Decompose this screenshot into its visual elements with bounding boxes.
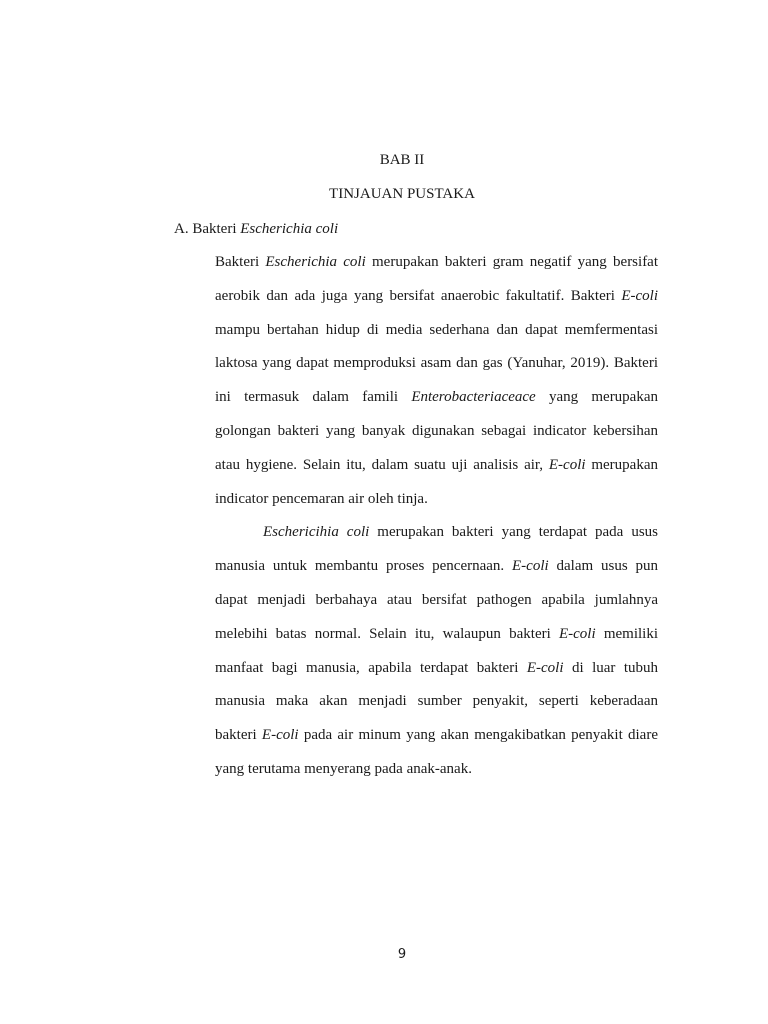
text-run: atau hygiene. Selain itu, dalam suatu uji analisis air,: [215, 457, 549, 473]
chapter-title: TINJAUAN PUSTAKA: [329, 186, 475, 202]
body-line: [215, 692, 658, 710]
text-run: mampu bertahan hidup di media sederhana dan dapat memfermentasi: [215, 322, 658, 338]
text-run: bakteri: [215, 727, 262, 743]
body-line: [215, 287, 658, 305]
text-run: yang merupakan: [535, 389, 659, 405]
chapter-heading: BAB II: [379, 152, 425, 168]
body-line: [215, 388, 658, 406]
text-run: merupakan: [585, 457, 658, 473]
italic-term: E-coli: [261, 727, 299, 743]
text-run: manusia maka akan menjadi sumber penyakit, seperti keberadaan: [215, 693, 658, 709]
body-line: [215, 253, 658, 271]
text-run: di luar tubuh: [563, 660, 659, 676]
section-species-name: Escherichia coli: [240, 221, 339, 237]
body-line: [215, 354, 658, 372]
text-run: laktosa yang dapat memproduksi asam dan gas (Yanuhar, 2019). Bakteri: [215, 355, 658, 371]
body-line: [215, 726, 658, 744]
italic-term: E-coli: [621, 288, 658, 304]
section-heading: [174, 221, 338, 238]
italic-term: Escherichia coli: [265, 254, 366, 270]
text-run: pada air minum yang akan mengakibatkan penyakit diare: [298, 727, 658, 743]
text-run: merupakan bakteri yang terdapat pada usus: [369, 524, 659, 540]
body-line: [215, 659, 658, 677]
text-run: yang terutama menyerang pada anak-anak.: [215, 761, 472, 777]
text-run: aerobik dan ada juga yang bersifat anaerobic fakultatif. Bakteri: [215, 288, 622, 304]
text-run: manusia untuk membantu proses pencernaan.: [215, 558, 513, 574]
body-line: [215, 557, 658, 575]
text-run: memiliki: [595, 626, 658, 642]
body-line: [215, 490, 658, 508]
body-line: [215, 760, 658, 778]
text-run: melebihi batas normal. Selain itu, walaupun bakteri: [215, 626, 559, 642]
text-run: golongan bakteri yang banyak digunakan sebagai indicator kebersihan: [215, 423, 658, 439]
body-line: [215, 422, 658, 440]
text-run: merupakan bakteri gram negatif yang bersifat: [365, 254, 659, 270]
text-run: ini termasuk dalam famili: [215, 389, 412, 405]
text-run: dalam usus pun: [548, 558, 658, 574]
text-run: indicator pencemaran air oleh tinja.: [215, 491, 428, 507]
text-run: manfaat bagi manusia, apabila terdapat bakteri: [215, 660, 527, 676]
italic-term: E-coli: [512, 558, 549, 574]
italic-term: E-coli: [526, 660, 564, 676]
body-line: [215, 591, 658, 609]
italic-term: E-coli: [548, 457, 586, 473]
italic-term: E-coli: [558, 626, 596, 642]
body-line: [215, 456, 658, 474]
italic-term: Enterobacteriaceace: [411, 389, 536, 405]
italic-term: Eschericihia coli: [263, 524, 370, 540]
page-number: 9: [397, 947, 407, 962]
section-prefix: A. Bakteri: [174, 221, 241, 237]
body-line: [215, 625, 658, 643]
body-line: [263, 523, 658, 541]
text-run: dapat menjadi berbahaya atau bersifat pathogen apabila jumlahnya: [215, 592, 658, 608]
text-run: Bakteri: [215, 254, 266, 270]
body-line: [215, 321, 658, 339]
